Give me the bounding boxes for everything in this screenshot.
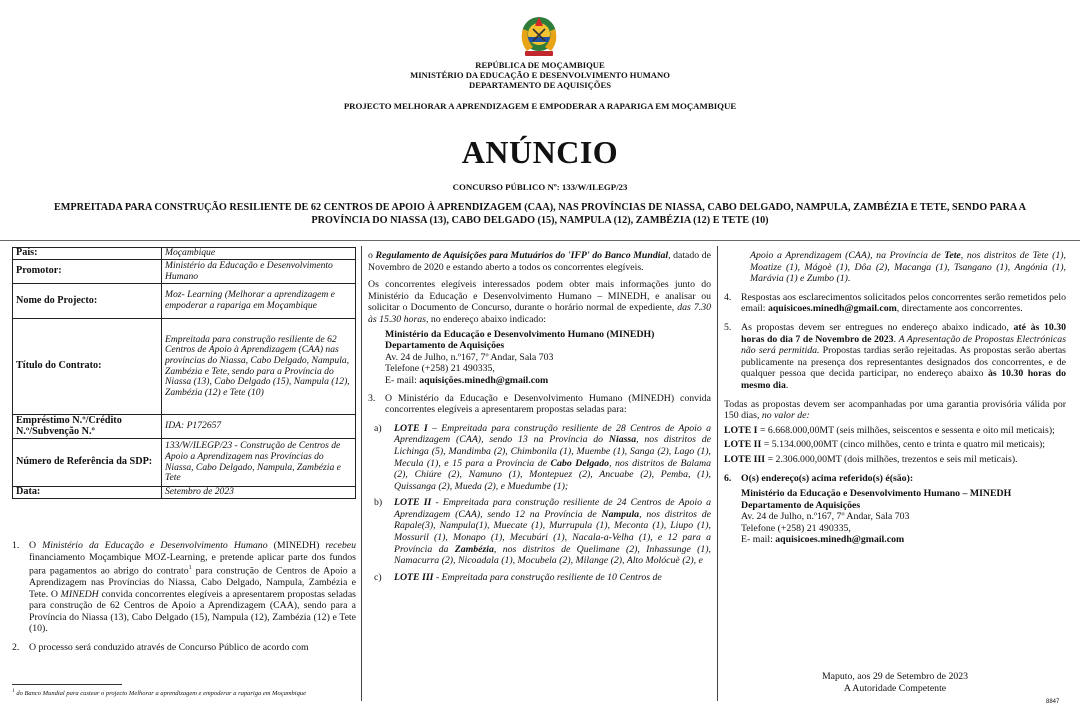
divider: [0, 240, 1080, 241]
row-key: Promotor:: [13, 260, 162, 284]
address-line: Telefone (+258) 21 490335,: [741, 522, 851, 534]
paragraph-3: [368, 393, 711, 416]
text: Niassa: [608, 434, 637, 446]
header-ministry: MINISTÉRIO DA EDUCAÇÃO E DESENVOLVIMENTO HUMANO: [410, 70, 670, 80]
text: O: [29, 540, 43, 551]
text: = 6.668.000,00MT (seis milhões, seiscentos e sessenta e oito mil meticais);: [757, 424, 1055, 436]
row-key: País:: [13, 248, 162, 260]
text: As propostas devem ser entregues no endereço abaixo indicado,: [741, 321, 1014, 333]
email-link[interactable]: aquisicoes.minedh@gmail.com: [767, 303, 897, 315]
footnote-divider: [12, 684, 122, 685]
column-right: [724, 250, 1066, 550]
text: o: [368, 250, 376, 261]
column-left: [12, 540, 356, 661]
text: MINEDH: [60, 588, 99, 600]
text: Respostas aos esclarecimentos solicitados pelos concorrentes serão remetidos pelo email:: [741, 291, 1066, 315]
contract-heading: EMPREITADA PARA CONSTRUÇÃO RESILIENTE DE 62 CENTROS DE APOIO À APRENDIZAGEM (CAA), NAS PROVÍNCIAS DE NIASSA, CABO DELGADO, NAMPULA, ZAMBÉZIA E TETE, SENDO PARA A PROVÍNCIA DO NIASSA (13), CABO DELGADO (15), NAMPULA (12), ZAMBÉZIA (12) E TETE (10): [54, 202, 1026, 226]
text: LOTE I: [724, 424, 758, 436]
column-divider: [717, 246, 718, 701]
row-key: Nome do Projecto:: [13, 284, 162, 319]
guarantee-lot-2: [724, 439, 1066, 451]
text: E- mail:: [741, 534, 776, 546]
text: LOTE III: [724, 453, 766, 465]
text: Propostas tardias serão rejeitadas. As propostas serão abertas publicamente na presença dos representantes designados dos concorrentes, e de qualquer pessoa que decida participar, no endereço abaixo: [741, 345, 1066, 380]
row-key: Data:: [13, 487, 162, 499]
text: LOTE II: [724, 439, 762, 451]
header-republic: REPÚBLICA DE MOÇAMBIQUE: [475, 60, 605, 70]
text: O(s) endereço(s) acima referido(s) é(são):: [741, 472, 914, 484]
text: Zambézia: [454, 543, 494, 555]
paragraph-number: 2.: [12, 642, 20, 654]
lot-letter: c): [374, 571, 382, 583]
paragraph-4: [724, 292, 1066, 315]
signature-authority: A Autoridade Competente: [843, 682, 947, 694]
tender-number: CONCURSO PÚBLICO Nº: 133/W/ILEGP/23: [452, 182, 628, 192]
text: Ministério da Educação e Desenvolvimento Humano: [42, 540, 268, 551]
footnote-text: do Banco Mundial para custear o projecto Melhorar a aprendizagem e empoderar a rapariga em Moçambique: [16, 690, 306, 698]
address-line: Departamento de Aquisições: [741, 499, 861, 511]
text: LOTE I: [394, 422, 428, 434]
text: Os concorrentes elegíveis interessados podem obter mais informações junto do Ministério da Educação e Desenvolvimento Humano – MINEDH, e analisar ou solicitar o Documento de Concurso, durante o horário normal de expediente,: [368, 279, 711, 314]
info-table: [12, 247, 356, 499]
text: , nos distritos de Rapale(3), Nampula(1), Muecate (1), Murrupula (1), Meconta (1), Liupo (1), Mossuril (1), Monapo (1), Mecubúri (1), Nacala-a-Velha (1), e 12 para a Província da: [394, 508, 711, 555]
page-title: ANÚNCIO: [461, 134, 619, 170]
row-value: Setembro de 2023: [162, 487, 356, 499]
text: .: [785, 379, 789, 391]
guarantee-lot-3: [724, 454, 1066, 466]
address-line: Telefone (+258) 21 490335,: [385, 363, 495, 375]
text: Cabo Delgado: [550, 457, 609, 469]
footnote: [12, 688, 352, 697]
address-line: Departamento de Aquisições: [385, 340, 505, 352]
text: , directamente aos concorrentes.: [896, 303, 1023, 315]
row-value: Empreitada para construção resiliente de 62 Centros de Apoio à Aprendizagem (CAA) nas províncias do Niassa, Cabo Delgado, Nampula, Zambézia e Tete, sendo para a Província do Niassa (13), Cabo Delgado (15), Nampula (12), Zambézia (12) e Tete (10): [162, 319, 356, 415]
row-value: IDA: P172657: [162, 415, 356, 439]
text: financiamento Moçambique MOZ-Learning, e pretende aplicar parte dos fundos para pagamentos ao abrigo do contrato: [29, 551, 356, 577]
paragraph-6: [724, 473, 1066, 485]
text: recebeu: [325, 540, 356, 551]
text: = 5.134.000,00MT (cinco milhões, cento e trinta e quatro mil meticais);: [761, 439, 1045, 451]
row-value: Ministério da Educação e Desenvolvimento Humano: [162, 260, 356, 284]
text: , datado de Novembro de 2020 e estando aberto a todos os concorrentes elegíveis.: [368, 250, 711, 273]
text: às 10.30 horas do mesmo dia: [741, 368, 1066, 391]
footnote-ref: 1: [188, 565, 192, 572]
text: Regulamento de Aquisições para Mutuários do 'IFP' do Banco Mundial: [375, 250, 669, 261]
row-key: Empréstimo N.º/Crédito N.º/Subvenção N.º: [13, 415, 162, 439]
text: , nos distritos de Balama (2), Chiúre (2), Namuno (1), Montepuez (2), Ancuabe (2), Pemba, (1), Quissanga (2), Mueda (2), e Muedumbe (1);: [394, 457, 711, 492]
paragraph-1: [12, 540, 356, 635]
paragraph-number: 3.: [368, 392, 376, 404]
text: Apoio a Aprendizagem (CAA), na Província de: [750, 250, 945, 261]
text: E- mail:: [385, 374, 420, 386]
text: A Apresentação de Propostas Electrónicas não será permitida.: [741, 333, 1067, 357]
address-line: Av. 24 de Julho, n.º167, 7º Andar, Sala 703: [385, 351, 554, 363]
text: = 2.306.000,00MT (dois milhões, trezentos e seis mil meticais).: [765, 453, 1018, 465]
paragraph-2: [12, 642, 356, 654]
text: , nos distritos de Tete (1), Moatize (1), Mágoè (1), Dôa (2), Macanga (1), Tsangano (1), Angónia (1), Marávia (1) e Zumbo (1).: [750, 250, 1066, 285]
lot-letter: b): [374, 497, 383, 509]
address-line: Ministério da Educação e Desenvolvimento Humano – MINEDH: [741, 488, 1012, 500]
column-middle: [368, 250, 711, 590]
signature-block: [724, 671, 1066, 694]
table-row: [13, 487, 356, 499]
text: , nos distritos de Lichinga (5), Mandimba (2), Chimbonila (1), Muembe (1), Sanga (2), Lago (1), Mecula (1), e 15 para a Província de: [394, 434, 711, 469]
text: Todas as propostas devem ser acompanhadas por uma garantia provisória válida por 150 dias: [724, 398, 1066, 422]
text: O Ministério da Educação e Desenvolvimento Humano (MINEDH) convida concorrentes elegíveis a apresentarem propostas seladas para:: [385, 392, 711, 416]
lot-2: [368, 497, 711, 567]
text: Tete: [944, 250, 961, 261]
table-row: [13, 260, 356, 284]
email-link[interactable]: aquisicoes.minedh@gmail.com: [775, 534, 905, 546]
row-key: Número de Referência da SDP:: [13, 439, 162, 487]
address-line: Ministério da Educação e Desenvolvimento Humano (MINEDH): [385, 328, 655, 340]
address-line: [741, 534, 1066, 546]
text: , nos distritos de Quelimane (2), Inhassunge (1), Namacurra (2), Nicoadala (1), Mocubela (2), Milange (2), Alto Molócuè (2), e: [394, 543, 712, 567]
text: convida concorrentes elegíveis a apresentarem propostas seladas para construção de 62 Centros de Apoio a Aprendizagem (CAA), sendo para a Província do Niassa (13), Cabo Delgado (15), Nampula (12), Zambézia (12) e Tete (10).: [29, 588, 356, 635]
lot-3-cont: [724, 250, 1066, 285]
text: O processo será conduzido através de Concurso Público de acordo com: [29, 642, 309, 654]
text: – Empreitada para construção resiliente de 28 Centros de Apoio a Aprendizagem (CAA), sendo 13 na Província do: [394, 422, 712, 446]
lot-3: [368, 572, 711, 584]
table-row: [13, 439, 356, 487]
text: das 7.30 às 15.30 horas: [368, 302, 711, 325]
text: Nampula: [601, 508, 640, 520]
guarantee-intro: [724, 399, 1066, 422]
row-value: Moçambique: [162, 248, 356, 260]
lot-1: [368, 423, 711, 493]
text: , no endereço abaixo indicado:: [425, 313, 546, 325]
table-row: [13, 319, 356, 415]
paragraph-number: 4.: [724, 291, 732, 303]
row-value: 133/W/ILEGP/23 - Construção de Centros de Apoio a Aprendizagem nas Províncias do Niassa, Cabo Delgado, Nampula, Zambézia e Tete: [162, 439, 356, 487]
emblem-icon: [513, 7, 565, 59]
row-value: Moz- Learning (Melhorar a aprendizagem e empoderar a rapariga em Moçambique: [162, 284, 356, 319]
text: (MINEDH): [267, 540, 326, 551]
text: - Empreitada para construção resiliente de 24 Centros de Apoio a Aprendizagem (CAA), sendo 12 na Província de: [394, 497, 712, 520]
address-block: [368, 329, 711, 387]
text: , no valor de:: [756, 410, 810, 422]
paragraph-2-cont: [368, 250, 711, 273]
column-divider: [361, 246, 362, 701]
address-block: [724, 488, 1066, 546]
footnote-number: 1: [12, 688, 15, 694]
paragraph-number: 6.: [724, 472, 732, 484]
table-row: [13, 415, 356, 439]
text: LOTE III: [394, 571, 434, 583]
table-row: [13, 284, 356, 319]
table-row: [13, 248, 356, 260]
text: para construção de Centros de Apoio a Aprendizagem nas Províncias do Niassa, Cabo Delgado, Nampula, Zambézia e Tete. O: [29, 565, 356, 600]
text: .: [893, 333, 899, 345]
paragraph-5: [724, 322, 1066, 392]
signature-place-date: Maputo, aos 29 de Setembro de 2023: [821, 671, 969, 682]
paragraph-number: 5.: [724, 321, 732, 333]
document-code: 8847: [1046, 699, 1060, 705]
text: até às 10.30 horas do dia 7 de Novembro de 2023: [741, 321, 1066, 345]
guarantee-lot-1: [724, 425, 1066, 437]
email-link[interactable]: aquisições.minedh@gmail.com: [419, 374, 549, 386]
paragraph-number: 1.: [12, 540, 20, 551]
lot-letter: a): [374, 422, 382, 434]
row-key: Título do Contrato:: [13, 319, 162, 415]
text: - Empreitada para construção resiliente de 10 Centros de: [433, 571, 662, 583]
paragraph-info: [368, 279, 711, 325]
address-line: Av. 24 de Julho, n.º167, 7º Andar, Sala 703: [741, 511, 910, 523]
address-line: [385, 375, 711, 387]
project-name: PROJECTO MELHORAR A APRENDIZAGEM E EMPODERAR A RAPARIGA EM MOÇAMBIQUE: [343, 101, 737, 111]
text: LOTE II: [394, 497, 432, 509]
header-department: DEPARTAMENTO DE AQUISIÇÕES: [469, 80, 611, 90]
